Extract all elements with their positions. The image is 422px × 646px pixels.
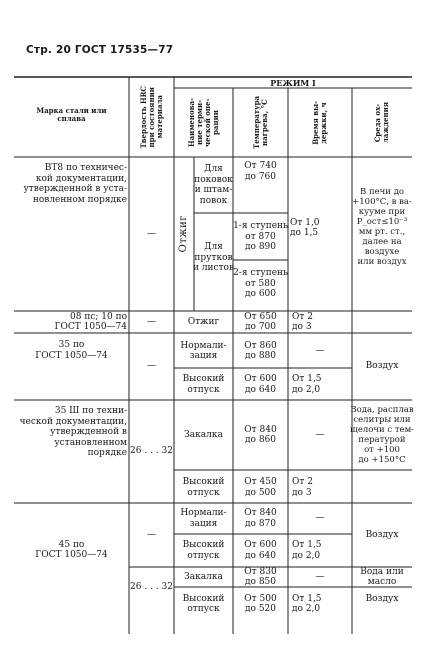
steel45-temp-normalization: От 840 до 870 [244,508,277,529]
steel45-op-quench: Закалка [184,571,223,582]
steel45-cooling-air: Воздух [365,529,399,540]
steel45-op-normalization: Нормали- зация [180,508,227,529]
steel35sh-grade: 35 Ш по техни- ческой документации, утвержденной в установленном порядке [19,406,127,458]
steel35-hardness: — [147,361,156,372]
bt8-subgroup-bars: Для прутков и листов [192,242,235,274]
steel35sh-op-tempering: Высокий отпуск [182,477,225,498]
steel35-cooling: Воздух [365,361,399,372]
bt8-hold-time: От 1,0 до 1,5 [290,217,320,238]
steel45-time-quench: — [315,571,325,582]
steel35-op-tempering: Высокий отпуск [182,374,225,395]
steel45-temp-tempering2: От 500 до 520 [244,593,277,614]
steel45-time-normalization: — [315,513,325,524]
header-hold-time: Время вы- держки, ч [311,100,328,145]
steel08-temp: От 650 до 700 [244,311,277,332]
steel35sh-time-quench: — [315,429,325,440]
steel35-op-normalization: Нормали- зация [180,340,227,361]
steel45-temp-tempering1: От 600 до 640 [244,540,277,561]
bt8-subgroup-forgings: Для поковок и штам- повок [194,164,233,206]
steel35-grade: 35 по ГОСТ 1050—74 [35,340,108,361]
header-mode: РЕЖИМ I [270,77,316,88]
header-hardness: Твердость HRC при состоянии материала [138,85,164,149]
steel45-op-tempering2: Высокий отпуск [182,593,225,614]
steel45-cooling-tempering2: Воздух [365,593,399,604]
bt8-temp-stage2: 2-я ступень от 580 до 600 [233,268,288,300]
header-cooling: Среда ох- лаждения [373,101,390,144]
steel35-temp-normalization: От 860 до 880 [244,340,277,361]
header-treatment: Наименова- ние терми- ческой опе- рации [186,98,220,147]
header-grade: Марка стали или сплава [36,106,107,123]
bt8-operation: Отжиг [178,215,189,253]
steel08-grade: 08 пс; 10 по ГОСТ 1050—74 [54,311,127,332]
steel35sh-hardness: 26 . . . 32 [130,446,173,457]
steel08-operation: Отжиг [187,316,220,327]
steel45-hardness-quenched: 26 . . . 32 [130,581,173,592]
steel45-temp-quench: От 830 до 850 [244,566,277,587]
steel45-hardness-normalized: — [147,529,156,540]
steel35sh-op-quench: Закалка [184,429,223,440]
steel35-time-tempering: От 1,5 до 2,0 [292,374,322,395]
steel45-op-tempering1: Высокий отпуск [182,540,225,561]
header-temperature: Температура нагрева, °C [251,96,269,149]
steel35sh-temp-tempering: От 450 до 500 [244,477,277,498]
bt8-grade: ВТ8 по техничес- кой документации, утвержденной в уста- новленном порядке [23,163,127,205]
steel08-hold-time: От 2 до 3 [292,311,313,332]
bt8-cooling: В печи до +100°С, в ва- кууме при P_ост≤10⁻³ мм рт. ст., далее на воздухе или воздух [352,187,412,267]
steel35-temp-tempering: От 600 до 640 [244,374,277,395]
bt8-temp-forgings: От 740 до 760 [244,161,277,182]
steel45-time-tempering1: От 1,5 до 2,0 [292,540,322,561]
steel45-grade: 45 по ГОСТ 1050—74 [35,539,108,560]
steel45-time-tempering2: От 1,5 до 2,0 [292,593,322,614]
steel35sh-temp-quench: От 840 до 860 [244,424,277,445]
page-header: Стр. 20 ГОСТ 17535—77 [26,44,174,56]
steel35-time-normalization: — [315,345,325,356]
steel08-hardness: — [147,316,156,327]
bt8-hardness: — [147,228,156,239]
steel35sh-cooling-quench: Вода, расплав селитры или щелочи с тем- пературой от +100 до +150°С [349,405,415,465]
bt8-temp-stage1: 1-я ступень от 870 до 890 [233,221,288,253]
steel45-cooling-quench: Вода или масло [360,566,404,587]
steel35sh-time-tempering: От 2 до 3 [292,477,313,498]
